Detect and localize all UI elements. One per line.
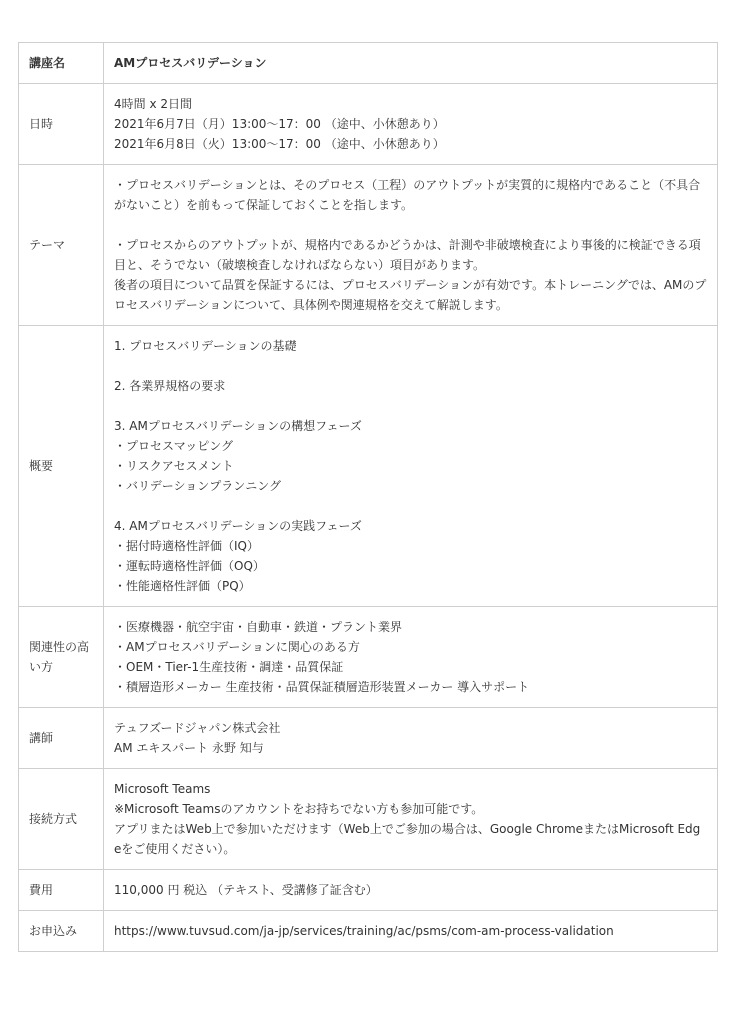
row-overview	[19, 326, 718, 607]
target-audience-label: 関連性の高い方	[19, 607, 104, 708]
theme-line: ・プロセスバリデーションとは、そのプロセス（工程）のアウトプットが実質的に規格内であること（不具合がないこと）を前もって保証しておくことを指します。	[114, 178, 701, 212]
overview-line: ・バリデーションプランニング	[114, 479, 282, 493]
overview-line: ・プロセスマッピング	[114, 439, 234, 453]
schedule-line: 4時間 x 2日間	[114, 97, 193, 111]
theme-value	[104, 165, 718, 326]
overview-line: 4. AMプロセスバリデーションの実践フェーズ	[114, 519, 362, 533]
overview-line: 2. 各業界規格の要求	[114, 379, 226, 393]
overview-line: ・据付時適格性評価（IQ）	[114, 539, 259, 553]
overview-label: 概要	[19, 326, 104, 607]
overview-value	[104, 326, 718, 607]
course-name-line: AMプロセスバリデーション	[114, 56, 267, 70]
schedule-line: 2021年6月7日（月）13:00〜17：00 （途中、小休憩あり）	[114, 117, 445, 131]
overview-line: ・運転時適格性評価（OQ）	[114, 559, 265, 573]
course-name-value	[104, 43, 718, 84]
overview-line: ・リスクアセスメント	[114, 459, 234, 473]
application-url-link[interactable]: https://www.tuvsud.com/ja-jp/services/training/ac/psms/com-am-process-validation	[114, 924, 614, 938]
connection-method-line: ※Microsoft Teamsのアカウントをお持ちでない方も参加可能です。	[114, 802, 484, 816]
fee-label: 費用	[19, 870, 104, 911]
schedule-line: 2021年6月8日（火）13:00〜17：00 （途中、小休憩あり）	[114, 137, 445, 151]
application-label: お申込み	[19, 911, 104, 952]
theme-line: ・プロセスからのアウトプットが、規格内であるかどうかは、計測や非破壊検査により事後的に検証できる項目と、そうでない（破壊検査しなければならない）項目があります。	[114, 238, 701, 272]
course-info-body	[19, 43, 718, 952]
application-value[interactable]	[104, 911, 718, 952]
overview-line: 1. プロセスバリデーションの基礎	[114, 339, 297, 353]
overview-line: 3. AMプロセスバリデーションの構想フェーズ	[114, 419, 362, 433]
instructor-label: 講師	[19, 708, 104, 769]
theme-line	[114, 215, 707, 235]
theme-line: 後者の項目について品質を保証するには、プロセスバリデーションが有効です。本トレーニングでは、AMのプロセスバリデーションについて、具体例や関連規格を交えて解説します。	[114, 278, 707, 312]
connection-method-line: アプリまたはWeb上で参加いただけます（Web上でご参加の場合は、Google ChromeまたはMicrosoft Edgeをご使用ください）。	[114, 822, 701, 856]
row-theme	[19, 165, 718, 326]
row-schedule	[19, 84, 718, 165]
row-target-audience	[19, 607, 718, 708]
connection-method-line: Microsoft Teams	[114, 782, 211, 796]
theme-label: テーマ	[19, 165, 104, 326]
course-info-table	[18, 42, 718, 952]
target-audience-line: ・医療機器・航空宇宙・自動車・鉄道・プラント業界	[114, 620, 403, 634]
connection-method-value	[104, 769, 718, 870]
fee-line: 110,000 円 税込 （テキスト、受講修了証含む）	[114, 883, 378, 897]
overview-line	[114, 396, 707, 416]
target-audience-line: ・積層造形メーカー 生産技術・品質保証積層造形装置メーカー 導入サポート	[114, 680, 530, 694]
row-fee	[19, 870, 718, 911]
instructor-value	[104, 708, 718, 769]
overview-line: ・性能適格性評価（PQ）	[114, 579, 251, 593]
row-application	[19, 911, 718, 952]
overview-line	[114, 496, 707, 516]
row-course-name	[19, 43, 718, 84]
row-instructor	[19, 708, 718, 769]
connection-method-label: 接続方式	[19, 769, 104, 870]
overview-line	[114, 356, 707, 376]
target-audience-line: ・OEM・Tier-1生産技術・調達・品質保証	[114, 660, 344, 674]
course-name-label: 講座名	[19, 43, 104, 84]
schedule-label: 日時	[19, 84, 104, 165]
target-audience-value	[104, 607, 718, 708]
row-connection-method	[19, 769, 718, 870]
instructor-line: テュフズードジャパン株式会社	[114, 721, 281, 735]
instructor-line: AM エキスパート 永野 知与	[114, 741, 264, 755]
schedule-value	[104, 84, 718, 165]
target-audience-line: ・AMプロセスバリデーションに関心のある方	[114, 640, 360, 654]
fee-value	[104, 870, 718, 911]
